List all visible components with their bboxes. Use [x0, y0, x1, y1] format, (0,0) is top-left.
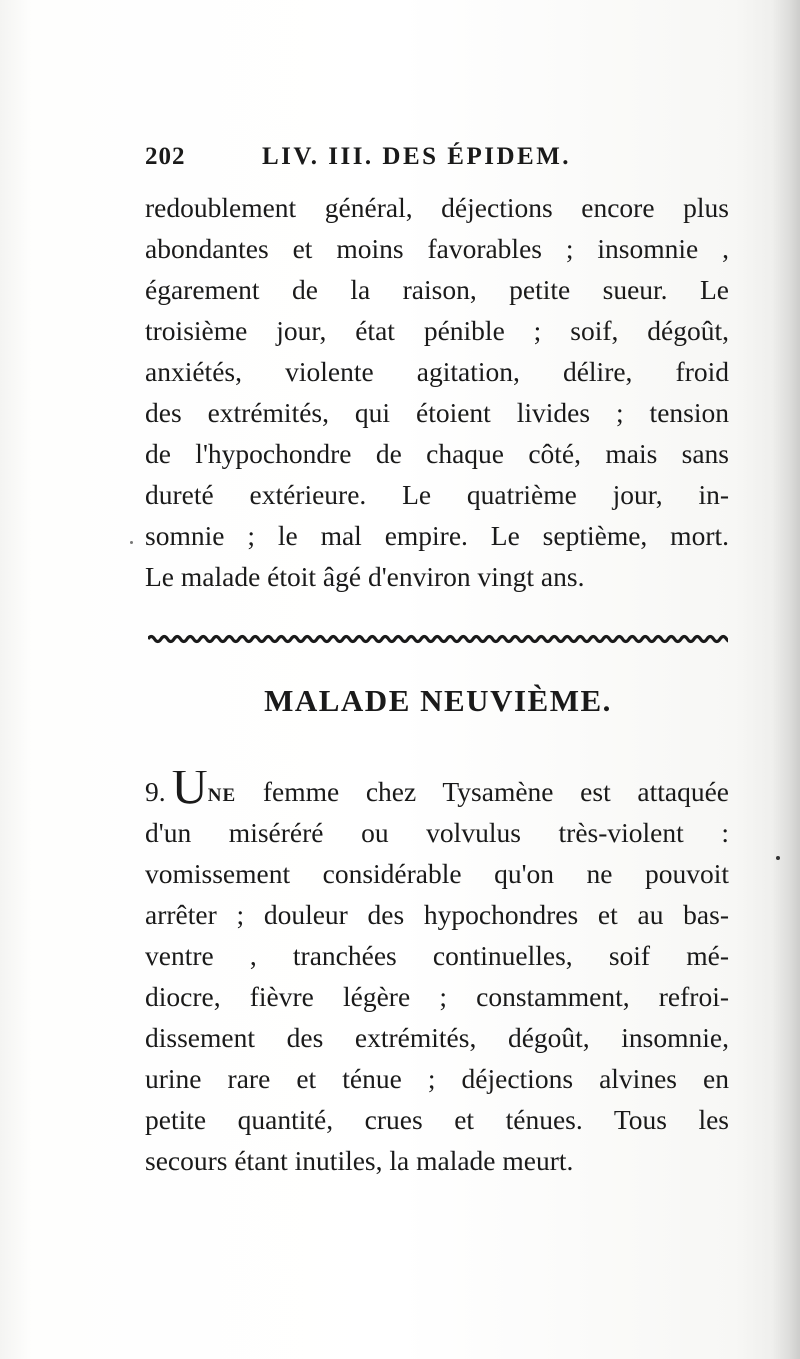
- text-line: arrêter ; douleur des hypochondres et au bas-: [145, 899, 729, 930]
- text-line: ventre , tranchées continuelles, soif mé-: [145, 940, 729, 971]
- text-line: somnie ; le mal empire. Le septième, mort.: [145, 520, 729, 551]
- text-line: troisième jour, état pénible ; soif, dégoût,: [145, 315, 729, 346]
- paragraph-continued: [145, 187, 729, 597]
- page-edge-shadow: [772, 0, 800, 1359]
- text-line: secours étant inutiles, la malade meurt.: [145, 1145, 574, 1176]
- text-line: diocre, fièvre légère ; constamment, refroi-: [145, 981, 729, 1012]
- running-title: LIV. III. DES ÉPIDEM.: [262, 143, 572, 170]
- small-caps-text: NE: [207, 785, 237, 806]
- wavy-rule-ornament: [148, 630, 728, 648]
- text-line: petite quantité, crues et ténues. Tous les: [145, 1104, 729, 1135]
- section-heading: MALADE NEUVIÈME.: [264, 683, 612, 718]
- print-speck: [130, 541, 133, 544]
- text-line: vomissement considérable qu'on ne pouvoit: [145, 858, 729, 889]
- text-line: d'un miséréré ou volvulus très-violent :: [145, 817, 729, 848]
- running-head: [145, 143, 615, 177]
- first-line-rest: femme chez Tysamène est attaquée: [262, 776, 729, 807]
- text-line: redoublement général, déjections encore plus: [145, 192, 729, 223]
- text-line: de l'hypochondre de chaque côté, mais sans: [145, 438, 729, 469]
- page-number: 202: [145, 143, 186, 170]
- text-line: dissement des extrémités, dégoût, insomnie,: [145, 1022, 729, 1053]
- text-line: dureté extérieure. Le quatrième jour, in-: [145, 479, 729, 510]
- case-number: 9.: [145, 776, 166, 807]
- text-line: des extrémités, qui étoient livides ; tension: [145, 397, 729, 428]
- text-line: anxiétés, violente agitation, délire, froid: [145, 356, 729, 387]
- drop-cap: U: [171, 771, 208, 812]
- case-paragraph: [145, 771, 729, 1181]
- first-line: [145, 771, 729, 812]
- text-line: Le malade étoit âgé d'environ vingt ans.: [145, 561, 585, 592]
- text-line: égarement de la raison, petite sueur. Le: [145, 274, 729, 305]
- print-speck: [776, 856, 780, 860]
- text-line: urine rare et ténue ; déjections alvines en: [145, 1063, 729, 1094]
- text-line: abondantes et moins favorables ; insomnie ,: [145, 233, 729, 264]
